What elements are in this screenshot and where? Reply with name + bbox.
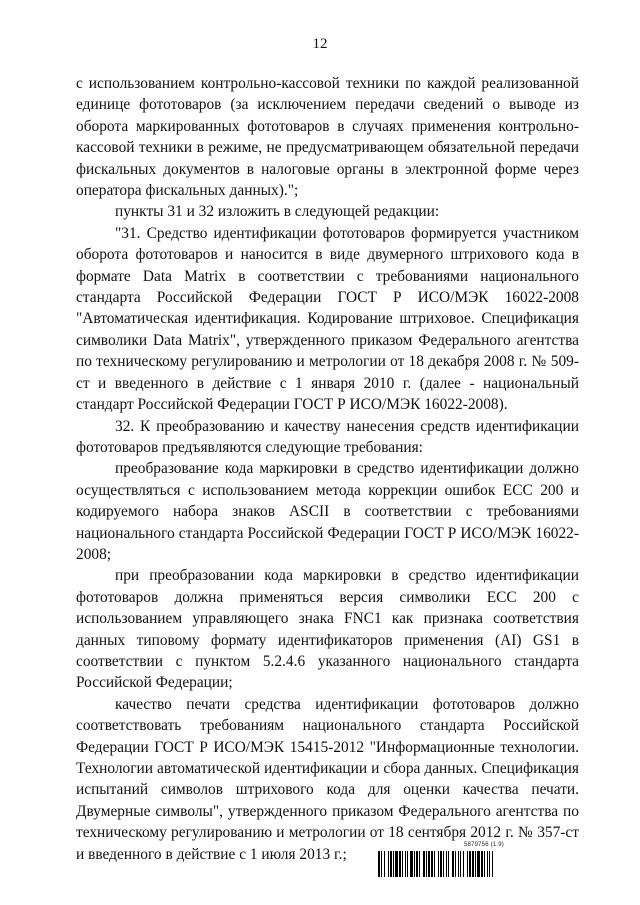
page-number: 12 xyxy=(312,36,328,52)
barcode-bar xyxy=(414,851,415,877)
barcode-bar xyxy=(423,851,425,877)
barcode-bar xyxy=(428,851,430,877)
barcode-bar xyxy=(475,851,476,877)
paragraph-1: с использованием контрольно-кассовой техники по каждой реализованной единице фототоваров (за исключением передачи сведений о выводе из оборота маркированных фототоваров в случаях применения контрольно-кассовой техники в режиме, не предусматривающем обязательной передачи фискальных документов в налоговые органы в электронной форме через оператора фискальных данных)."; xyxy=(76,75,579,200)
paragraph-7: качество печати средства идентификации фототоваров должно соответствовать требованиям национального стандарта Российской Федерации ГОСТ Р ИСО/МЭК 15415-2012 "Информационные технологии. Технологии автоматической идентификации и сбора данных. Спецификация испытаний символов штрихового кода для оценки качества печати. Двумерные символы", утвержденного приказом Федерального агентства по техническому регулированию и метрологии от 18 сентября 2012 г. № 357-ст и введенного в действие с 1 июля 2013 г.; xyxy=(76,695,579,863)
barcode-bar xyxy=(407,851,408,877)
barcode-bar xyxy=(443,851,444,877)
barcode-bar xyxy=(458,851,459,877)
barcode-bar xyxy=(489,851,490,877)
barcode-bar xyxy=(410,851,413,877)
barcode-bar xyxy=(384,851,385,877)
barcode-bar xyxy=(440,851,442,877)
barcode-bar xyxy=(431,851,433,877)
barcode-bar xyxy=(481,851,483,877)
document-code: 5879756 (1.9) xyxy=(464,842,504,848)
barcode-bar xyxy=(487,851,488,877)
paragraph-3: "31. Средство идентификации фототоваров формируется участником оборота фототоваров и наносится в виде двумерного штрихового кода в формате Data Matrix в соответствии с требованиями национального стандарта Российской Федерации ГОСТ Р ИСО/МЭК 16022-2008 "Автоматическая идентификация. Кодирование штриховое. Спецификация символики Data Matrix", утвержденного приказом Федерального агентства по техническому регулированию и метрологии от 18 декабря 2008 г. № 509-ст и введенного в действие с 1 января 2010 г. (далее - национальный стандарт Российской Федерации ГОСТ Р ИСО/МЭК 16022-2008). xyxy=(76,224,579,414)
barcode-bar xyxy=(467,851,468,877)
barcode-bar xyxy=(416,851,418,877)
barcode-icon xyxy=(378,851,564,877)
barcode-bar xyxy=(448,851,449,877)
paragraph-5: преобразование кода маркировки в средство идентификации должно осуществляться с использованием метода коррекции ошибок ЕСС 200 и кодируемого набора знаков ASCII в соответствии с требованиями национального стандарта Российской Федерации ГОСТ Р ИСО/МЭК 16022-2008; xyxy=(76,460,579,563)
barcode-bar xyxy=(395,851,398,877)
barcode-bar xyxy=(402,851,403,877)
paragraph-4: 32. К преобразованию и качеству нанесения средств идентификации фототоваров предъявляются следующие требования: xyxy=(76,417,579,456)
barcode-bar xyxy=(426,851,427,877)
barcode-bar xyxy=(469,851,471,877)
barcode-bar xyxy=(378,851,380,877)
barcode-bar xyxy=(434,851,435,877)
barcode-bar xyxy=(484,851,485,877)
barcode-bar xyxy=(492,851,493,877)
barcode-bar xyxy=(381,851,382,877)
barcode-bar xyxy=(455,851,456,877)
barcode-bar xyxy=(452,851,454,877)
barcode-bar xyxy=(390,851,392,877)
barcode-bar xyxy=(460,851,461,877)
barcode-bar xyxy=(477,851,480,877)
paragraph-6: при преобразовании кода маркировки в средство идентификации фототоваров должна применяться версия символики ЕСС 200 с использованием управляющего знака FNC1 как признака соответствия данных типовому формату идентификаторов применения (AI) GS1 в соответствии с пунктом 5.2.4.6 указанного национального стандарта Российской Федерации; xyxy=(76,567,579,692)
barcode-bar xyxy=(393,851,394,877)
barcode-bar xyxy=(438,851,439,877)
barcode-bar xyxy=(388,851,389,877)
barcode-bar xyxy=(446,851,447,877)
barcode-bar xyxy=(399,851,401,877)
document-body xyxy=(76,73,579,865)
barcode-bar xyxy=(472,851,474,877)
paragraph-2: пункты 31 и 32 изложить в следующей редакции: xyxy=(115,203,440,221)
barcode-bar xyxy=(463,851,464,877)
barcode-bar xyxy=(419,851,420,877)
barcode-bar xyxy=(405,851,406,877)
